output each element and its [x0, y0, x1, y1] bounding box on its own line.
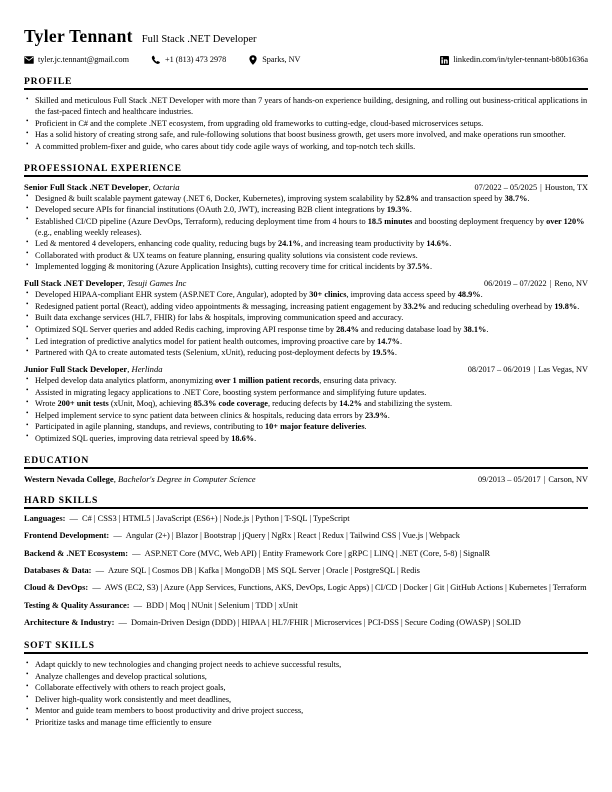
job-dates: 08/2017 – 06/2019: [467, 365, 531, 375]
list-item: • Skilled and meticulous Full Stack .NET Developer with more than 7 years of hands-on experience building, designing, and rolling out business-critical applications in the fast-paced fintech and healthcare industries.: [24, 95, 588, 117]
experience-entry-header: [24, 364, 588, 374]
job-location: Reno, NV: [554, 279, 588, 289]
section-title-education: EDUCATION: [24, 455, 588, 469]
soft-skills-bullet-list: [24, 659, 588, 728]
skill-dash: —: [111, 531, 124, 541]
education-dates: 09/2013 – 05/2017: [477, 474, 541, 484]
degree-name: Bachelor's Degree in Computer Science: [118, 473, 256, 484]
skill-group-label: Databases & Data:: [24, 566, 92, 576]
skill-dash: —: [67, 513, 80, 523]
section-title-profile: PROFILE: [24, 76, 588, 90]
list-item: • Partnered with QA to create automated tests (Selenium, xUnit), reducing post-deployment defects by 19.5%.: [24, 347, 588, 358]
skill-group-label: Backend & .NET Ecosystem:: [24, 548, 129, 558]
list-item: • Led & mentored 4 developers, enhancing code quality, reducing bugs by 24.1%, and increasing team productivity by 14.6%.: [24, 238, 588, 249]
list-item: • Built data exchange services (HL7, FHIR) for labs & hospitals, improving communication speed and accuracy.: [24, 312, 588, 323]
skill-group: [24, 618, 588, 629]
list-item: • Proficient in C# and the complete .NET ecosystem, from upgrading old frameworks to cutting-edge, cloud-based microservices setups.: [24, 118, 588, 129]
profile-bullet-list: [24, 95, 588, 152]
list-item: • Developed secure APIs for financial institutions (OAuth 2.0, JWT), increasing B2B client integrations by 19.3%.: [24, 204, 588, 215]
section-profile: [24, 76, 588, 152]
job-role: Senior Full Stack .NET Developer: [24, 181, 149, 192]
contact-email[interactable]: [24, 55, 129, 65]
contact-row: [24, 55, 588, 65]
experience-dates-location: [484, 279, 588, 288]
name-row: [24, 26, 588, 47]
experience-dates-location: [474, 183, 588, 192]
skill-group: [24, 566, 588, 577]
contact-email-text: tyler.jc.tennant@gmail.com: [38, 54, 129, 64]
skill-group: [24, 601, 588, 612]
meta-separator: |: [540, 182, 542, 192]
job-company: Herlinda: [131, 364, 163, 375]
list-item: • Collaborated with product & UX teams on feature planning, ensuring quality solutions via consistent code reviews.: [24, 250, 588, 261]
list-item: • Designed & built scalable payment gateway (.NET 6, Docker, Kubernetes), improving system scalability by 52.8% and transaction speed by 38.7%.: [24, 193, 588, 204]
skill-group-label: Testing & Quality Assurance:: [24, 600, 130, 610]
list-item: • Redesigned patient portal (React), adding video appointments & messaging, increasing patient engagement by 33.2% and reducing scheduling overhead by 19.8%.: [24, 301, 588, 312]
list-item: • Developed HIPAA-compliant EHR system (ASP.NET Core, Angular), adopted by 30+ clinics, improving data access speed by 48.9%.: [24, 289, 588, 300]
experience-dates-location: [468, 365, 588, 374]
list-item: • Led integration of predictive analytics model for patient health outcomes, improving proactive care by 14.7%.: [24, 336, 588, 347]
education-entry: [24, 474, 588, 484]
resume-header: [24, 26, 588, 65]
linkedin-icon: [439, 55, 449, 65]
job-role: Full Stack .NET Developer: [24, 278, 123, 289]
skill-group-items: Azure SQL | Cosmos DB | Kafka | MongoDB | MS SQL Server | Oracle | PostgreSQL | Redis: [108, 566, 420, 576]
list-item: • Implemented logging & monitoring (Azure Application Insights), cutting recovery time for critical incidents by 37.5%.: [24, 261, 588, 272]
list-item: • Helped develop data analytics platform, anonymizing over 1 million patient records, ensuring data privacy.: [24, 375, 588, 386]
contact-linkedin[interactable]: [439, 55, 588, 65]
skill-group-items: Domain-Driven Design (DDD) | HIPAA | HL7/FHIR | Microservices | PCI-DSS | Secure Coding (OWASP) | SOLID: [130, 618, 521, 628]
experience-entry-header: [24, 278, 588, 288]
hard-skills-list: [24, 514, 588, 629]
section-title-hard-skills: HARD SKILLS: [24, 495, 588, 509]
location-pin-icon: [248, 55, 258, 65]
meta-separator: |: [533, 365, 536, 375]
contact-phone[interactable]: [151, 55, 226, 65]
skill-group: [24, 514, 588, 525]
skill-group-items: BDD | Moq | NUnit | Selenium | TDD | xUnit: [146, 600, 298, 610]
job-bullet-list: [24, 193, 588, 273]
experience-entry: [24, 364, 588, 444]
skill-group-items: AWS (EC2, S3) | Azure (App Services, Functions, AKS, DevOps, Logic Apps) | CI/CD | Docker | Git | GitHub Actions | Kubernetes | Terraform: [104, 583, 587, 593]
contact-location-text: Sparks, NV: [262, 54, 301, 64]
contact-linkedin-text: linkedin.com/in/tyler-tennant-b80b1636a: [453, 54, 588, 64]
job-company: Octaria: [152, 181, 180, 192]
job-dates: 06/2019 – 07/2022: [483, 279, 547, 289]
skill-dash: —: [131, 600, 145, 610]
contact-location: [248, 55, 300, 65]
skill-dash: —: [116, 618, 129, 628]
experience-job-list: [24, 182, 588, 444]
email-icon: [24, 55, 34, 65]
school-name: Western Nevada College: [24, 473, 114, 484]
section-hard-skills: [24, 495, 588, 629]
list-item: • Wrote 200+ unit tests (xUnit, Moq), achieving 85.3% code coverage, reducing defects by 14.2% and stabilizing the system.: [24, 398, 588, 409]
section-title-soft-skills: SOFT SKILLS: [24, 640, 588, 654]
education-entry-list: [24, 474, 588, 484]
skill-group-label: Frontend Development:: [24, 531, 110, 541]
skill-group: [24, 531, 588, 542]
list-item: • Participated in agile planning, standups, and reviews, contributing to 10+ major feature deliveries.: [24, 421, 588, 432]
skill-dash: —: [93, 566, 107, 576]
job-location: Las Vegas, NV: [538, 365, 588, 375]
education-dates-location: [478, 475, 588, 484]
skill-group: [24, 549, 588, 560]
list-item: • Adapt quickly to new technologies and changing project needs to achieve successful results,: [24, 659, 588, 670]
experience-role-company: Junior Full Stack Developer, Herlinda: [24, 364, 163, 375]
list-item: • Has a solid history of creating strong safe, and rule-following solutions that boost business growth, get users more involved, and make operations run smoother.: [24, 129, 588, 140]
phone-icon: [151, 55, 161, 65]
list-item: • Mentor and guide team members to boost productivity and drive project success,: [24, 705, 588, 716]
education-school-degree: Western Nevada College, Bachelor's Degree in Computer Science: [24, 473, 256, 484]
meta-separator: |: [549, 279, 552, 289]
experience-entry: [24, 278, 588, 358]
list-item: • Collaborate effectively with others to reach project goals,: [24, 682, 588, 693]
job-bullet-list: [24, 375, 588, 444]
list-item: • Optimized SQL Server queries and added Redis caching, improving API response time by 28.4% and reducing database load by 38.1%.: [24, 324, 588, 335]
candidate-title: Full Stack .NET Developer: [141, 34, 257, 45]
experience-entry: [24, 182, 588, 273]
skill-group: [24, 583, 588, 594]
list-item: • Deliver high-quality work consistently and meet deadlines,: [24, 694, 588, 705]
section-title-experience: PROFESSIONAL EXPERIENCE: [24, 163, 588, 177]
skill-group-label: Cloud & DevOps:: [24, 583, 89, 593]
job-dates: 07/2022 – 05/2025: [474, 182, 538, 192]
experience-entry-header: [24, 182, 588, 192]
list-item: • Optimized SQL queries, improving data retrieval speed by 18.6%.: [24, 433, 588, 444]
skill-group-items: ASP.NET Core (MVC, Web API) | Entity Framework Core | gRPC | LINQ | .NET (Core, 5-8) | SignalR: [144, 548, 491, 558]
skill-group-items: Angular (2+) | Blazor | Bootstrap | jQuery | NgRx | React | Redux | Tailwind CSS | Vue.js | Webpack: [125, 531, 460, 541]
list-item: • Prioritize tasks and manage time efficiently to ensure: [24, 717, 588, 728]
skill-group-label: Architecture & Industry:: [24, 618, 115, 628]
list-item: • Analyze challenges and develop practical solutions,: [24, 671, 588, 682]
skill-group-label: Languages:: [24, 513, 66, 523]
experience-role-company: Senior Full Stack .NET Developer, Octaria: [24, 181, 180, 192]
list-item: • Assisted in migrating legacy applications to .NET Core, boosting system performance and simplifying future updates.: [24, 387, 588, 398]
skill-dash: —: [90, 583, 103, 593]
job-role: Junior Full Stack Developer: [24, 364, 128, 375]
candidate-name: Tyler Tennant: [24, 26, 133, 46]
list-item: • Helped implement service to sync patient data between clinics & hospitals, reducing data errors by 23.9%.: [24, 410, 588, 421]
education-location: Carson, NV: [548, 474, 588, 484]
job-location: Houston, TX: [544, 182, 588, 192]
section-education: [24, 455, 588, 484]
contact-phone-text: +1 (813) 473 2978: [164, 54, 227, 64]
job-bullet-list: [24, 289, 588, 358]
section-soft-skills: [24, 640, 588, 728]
experience-role-company: Full Stack .NET Developer, Tesuji Games Inc: [24, 278, 187, 289]
meta-separator: |: [543, 474, 546, 484]
section-experience: [24, 163, 588, 444]
job-company: Tesuji Games Inc: [126, 278, 187, 289]
skill-dash: —: [130, 548, 143, 558]
skill-group-items: C# | CSS3 | HTML5 | JavaScript (ES6+) | Node.js | Python | T-SQL | TypeScript: [81, 513, 350, 523]
list-item: • A committed problem-fixer and guide, who cares about tidy code agile ways of working, and top-notch tech skills.: [24, 141, 588, 152]
list-item: • Established CI/CD pipeline (Azure DevOps, Terraform), reducing deployment time from 4 hours to 18.5 minutes and boosting deployment frequency by over 120% (e.g., enabling weekly releases).: [24, 216, 588, 238]
